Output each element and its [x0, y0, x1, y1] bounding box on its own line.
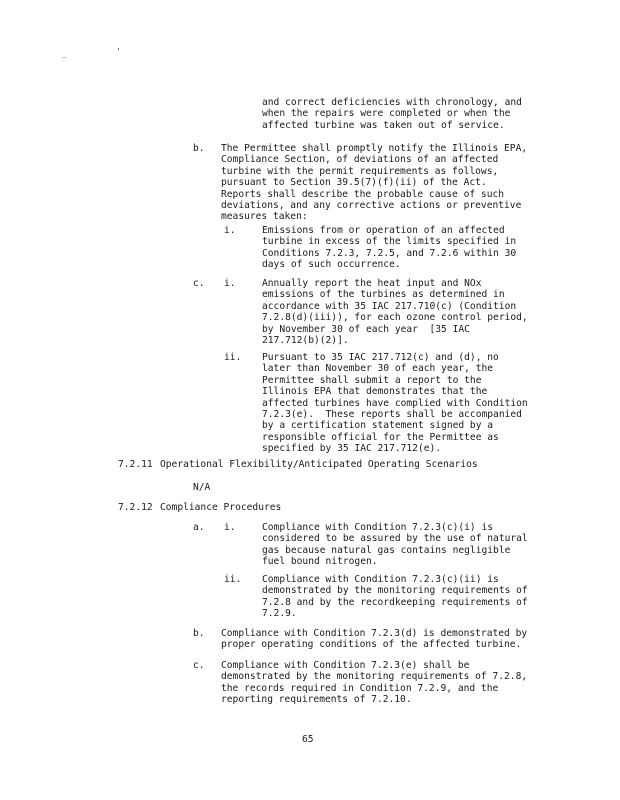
section-number-7212: 7.2.12: [118, 502, 153, 513]
scan-mark-right: ': [116, 47, 121, 56]
paragraph-7212-c: Compliance with Condition 7.2.3(e) shall be demonstrated by the monitoring requirements of 7.2.8, the records required in Condition 7.2.9, and the reporting requirements of 7.2.10.: [221, 660, 528, 706]
item-label-c: c.: [193, 278, 205, 289]
paragraph-7212-a-ii: Compliance with Condition 7.2.3(c)(ii) is demonstrated by the monitoring requirements of 7.2.8 and by the recordkeeping requirements of 7.2.9.: [262, 574, 528, 620]
item-label-7212-b: b.: [193, 628, 205, 639]
section-title-7212: Compliance Procedures: [160, 502, 282, 513]
item-label-7212-a-i: i.: [224, 522, 236, 533]
paragraph-b-i: Emissions from or operation of an affected turbine in excess of the limits specified in Conditions 7.2.3, 7.2.5, and 7.2.6 within 30 days of such occurrence.: [262, 225, 517, 271]
item-label-7212-a-ii: ii.: [224, 574, 242, 585]
scan-mark-left: _: [62, 49, 67, 58]
item-label-7212-a: a.: [193, 522, 205, 533]
section-title-7211: Operational Flexibility/Anticipated Operating Scenarios: [160, 459, 478, 470]
item-label-c-ii: ii.: [224, 352, 242, 363]
paragraph-7212-a-i: Compliance with Condition 7.2.3(c)(i) is considered to be assured by the use of natural gas because natural gas contains negligible fuel bound nitrogen.: [262, 522, 528, 568]
item-label-b-i: i.: [224, 225, 236, 236]
paragraph-c-i: Annually report the heat input and NOx emissions of the turbines as determined in accordance with 35 IAC 217.710(c) (Condition 7.2.8(d)(iii)), for each ozone control period, by November 30 of each year [35 IAC 217.712(b)(2)].: [262, 278, 528, 347]
paragraph-a-continuation: and correct deficiencies with chronology, and when the repairs were completed or when the affected turbine was taken out of service.: [262, 97, 522, 131]
paragraph-7212-b: Compliance with Condition 7.2.3(d) is demonstrated by proper operating conditions of the affected turbine.: [221, 628, 528, 651]
item-label-7212-c: c.: [193, 660, 205, 671]
item-label-c-i: i.: [224, 278, 236, 289]
section-body-7211: N/A: [193, 482, 211, 493]
item-label-b: b.: [193, 143, 205, 154]
page-number: 65: [302, 734, 314, 745]
paragraph-c-ii: Pursuant to 35 IAC 217.712(c) and (d), no later than November 30 of each year, the Permittee shall submit a report to the Illinois EPA that demonstrates that the affected turbines have complied with Condition 7.2.3(e). These reports shall be accompanied by a certification statement signed by a responsible official for the Permittee as specified by 35 IAC 217.712(e).: [262, 352, 528, 455]
section-number-7211: 7.2.11: [118, 459, 153, 470]
paragraph-b: The Permittee shall promptly notify the Illinois EPA, Compliance Section, of deviations of an affected turbine with the permit requirements as follows, pursuant to Section 39.5(7)(f)(ii) of the Act. Reports shall describe the probable cause of such deviations, and any corrective actions or preventive measures taken:: [221, 143, 528, 223]
